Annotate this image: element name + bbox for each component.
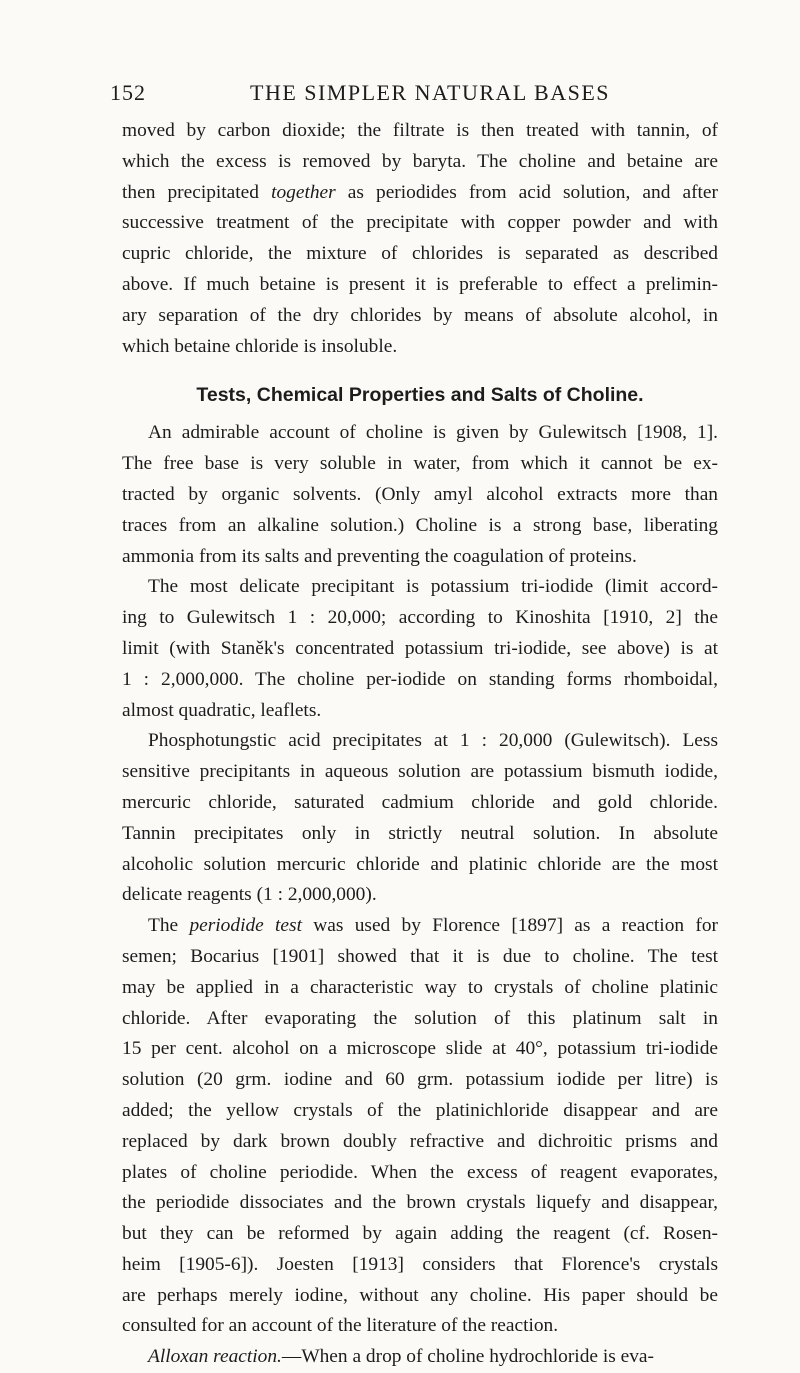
text-line (122, 116, 718, 147)
text-run: solution (20 grm. iodine and 60 grm. potassium iodide per litre) is (122, 1069, 718, 1091)
text-run: sensitive precipitants in aqueous solution are potassium bismuth iodide, (122, 761, 718, 783)
paragraph-1 (122, 116, 718, 362)
italic-text-run: together (271, 181, 336, 203)
text-line (122, 1096, 718, 1127)
text-line (122, 1219, 718, 1250)
text-line (122, 911, 718, 942)
page-body (122, 116, 718, 1373)
text-run: Tannin precipitates only in strictly neutral solution. In absolute (122, 822, 718, 844)
text-line (122, 572, 718, 603)
text-run: semen; Bocarius [1901] showed that it is due to choline. The test (122, 945, 718, 967)
text-line (122, 542, 718, 573)
text-line (122, 332, 718, 363)
text-line (122, 665, 718, 696)
paragraph-2 (122, 418, 718, 572)
running-head: THE SIMPLER NATURAL BASES (250, 80, 610, 105)
text-line (122, 757, 718, 788)
paragraph-3 (122, 572, 718, 726)
text-line (122, 511, 718, 542)
text-line (122, 1158, 718, 1189)
text-run: —When a drop of choline hydrochloride is eva- (281, 1346, 654, 1368)
text-run: mercuric chloride, saturated cadmium chloride and gold chloride. (122, 791, 718, 813)
text-run: consulted for an account of the literature of the reaction. (122, 1315, 559, 1337)
text-line (122, 1004, 718, 1035)
italic-text-run: Alloxan reaction. (148, 1346, 282, 1368)
text-run: are perhaps merely iodine, without any choline. His paper should be (122, 1284, 718, 1306)
text-run: tracted by organic solvents. (Only amyl alcohol extracts more than (122, 483, 718, 505)
text-run: which betaine chloride is insoluble. (122, 335, 398, 357)
text-run: An admirable account of choline is given by Gulewitsch [1908, 1]. (148, 422, 718, 444)
text-line (122, 449, 718, 480)
text-run: then precipitated (122, 181, 272, 203)
text-run: almost quadratic, leaflets. (122, 699, 322, 721)
text-run: added; the yellow crystals of the platinichloride disappear and are (122, 1099, 718, 1121)
paragraph-4 (122, 726, 718, 911)
text-line (122, 1065, 718, 1096)
paragraph-5 (122, 911, 718, 1342)
text-run: limit (with Staněk's concentrated potassium tri-iodide, see above) is at (122, 637, 718, 659)
text-run: 15 per cent. alcohol on a microscope slide at 40°, potassium tri-iodide (122, 1038, 718, 1060)
text-line (122, 880, 718, 911)
text-line (122, 301, 718, 332)
text-run: ammonia from its salts and preventing the coagulation of proteins. (122, 545, 637, 567)
text-line (122, 1127, 718, 1158)
text-line (122, 1342, 718, 1373)
text-run: traces from an alkaline solution.) Choline is a strong base, liberating (122, 514, 718, 536)
text-run: alcoholic solution mercuric chloride and platinic chloride are the most (122, 853, 718, 875)
text-line (122, 1188, 718, 1219)
text-run: ary separation of the dry chlorides by means of absolute alcohol, in (122, 304, 718, 326)
text-run: may be applied in a characteristic way to crystals of choline platinic (122, 976, 718, 998)
text-run: ing to Gulewitsch 1 : 20,000; according to Kinoshita [1910, 2] the (122, 607, 718, 629)
text-run: replaced by dark brown doubly refractive and dichroitic prisms and (122, 1130, 718, 1152)
italic-text-run: periodide test (189, 915, 302, 937)
text-run: The most delicate precipitant is potassium tri-iodide (limit accord- (148, 576, 718, 598)
text-line (122, 480, 718, 511)
text-line (122, 239, 718, 270)
text-run: The (148, 915, 190, 937)
section-heading: Tests, Chemical Properties and Salts of Choline. (196, 384, 644, 407)
text-run: The free base is very soluble in water, from which it cannot be ex- (122, 453, 718, 475)
text-line (122, 147, 718, 178)
text-run: above. If much betaine is present it is preferable to effect a prelimin- (122, 273, 718, 295)
text-run: cupric chloride, the mixture of chlorides is separated as described (122, 243, 718, 265)
text-line (122, 634, 718, 665)
text-line (122, 726, 718, 757)
text-run: plates of choline periodide. When the excess of reagent evaporates, (122, 1161, 718, 1183)
text-line (122, 1250, 718, 1281)
text-line (122, 1311, 718, 1342)
paragraph-6 (122, 1342, 718, 1373)
text-run: was used by Florence [1897] as a reaction for (301, 915, 718, 937)
text-line (122, 1281, 718, 1312)
text-run: Phosphotungstic acid precipitates at 1 : 20,000 (Gulewitsch). Less (148, 730, 718, 752)
text-line (122, 696, 718, 727)
text-line (122, 208, 718, 239)
text-run: moved by carbon dioxide; the filtrate is then treated with tannin, of (122, 120, 718, 141)
text-line (122, 942, 718, 973)
text-run: as periodides from acid solution, and after (335, 181, 718, 203)
text-run: delicate reagents (1 : 2,000,000). (122, 884, 377, 906)
text-line (122, 819, 718, 850)
page-number: 152 (110, 80, 146, 105)
text-run: which the excess is removed by baryta. The choline and betaine are (122, 150, 718, 172)
text-run: but they can be reformed by again adding the reagent (cf. Rosen- (122, 1223, 718, 1245)
text-run: successive treatment of the precipitate with copper powder and with (122, 212, 718, 234)
text-line (122, 270, 718, 301)
text-line (122, 603, 718, 634)
text-run: 1 : 2,000,000. The choline per-iodide on standing forms rhomboidal, (122, 668, 718, 690)
text-line (122, 178, 718, 209)
page-header (110, 80, 710, 114)
text-line (122, 850, 718, 881)
text-line (122, 1034, 718, 1065)
text-run: the periodide dissociates and the brown crystals liquefy and disappear, (122, 1192, 718, 1214)
text-line (122, 973, 718, 1004)
text-line (122, 418, 718, 449)
text-line (122, 788, 718, 819)
text-run: chloride. After evaporating the solution of this platinum salt in (122, 1007, 718, 1029)
text-run: heim [1905-6]). Joesten [1913] considers that Florence's crystals (122, 1253, 718, 1275)
